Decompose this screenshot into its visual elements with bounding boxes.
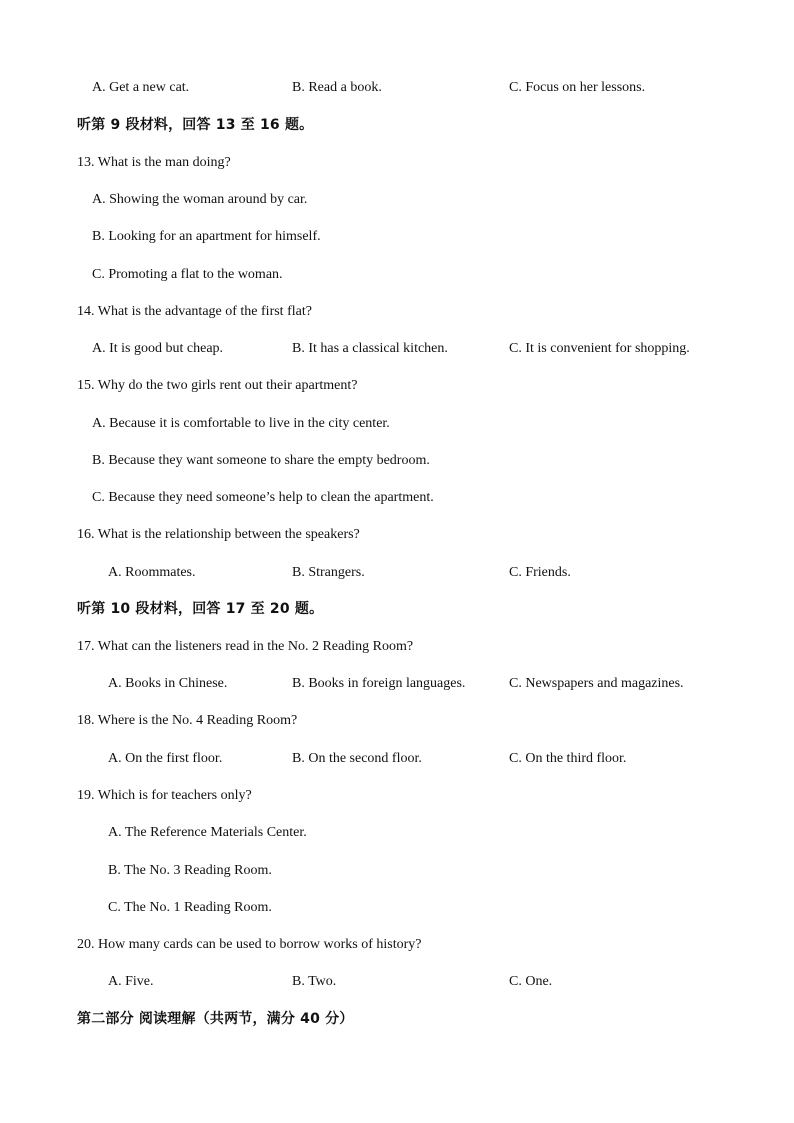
- section-9-heading: 听第 9 段材料，回答 13 至 16 题。: [77, 117, 314, 133]
- q18-option-c: C. On the third floor.: [509, 751, 627, 766]
- q12-option-a: A. Get a new cat.: [92, 80, 190, 95]
- q13-question: 13. What is the man doing?: [77, 155, 231, 170]
- q16-option-a: A. Roommates.: [108, 565, 196, 580]
- q14-question: 14. What is the advantage of the first flat?: [77, 304, 312, 319]
- section-10-heading: 听第 10 段材料，回答 17 至 20 题。: [77, 601, 324, 617]
- q13-option-b: B. Looking for an apartment for himself.: [92, 229, 321, 244]
- q15-option-a: A. Because it is comfortable to live in the city center.: [92, 416, 390, 431]
- q16-option-b: B. Strangers.: [292, 565, 365, 580]
- q14-option-a: A. It is good but cheap.: [92, 341, 224, 356]
- q19-question: 19. Which is for teachers only?: [77, 788, 252, 803]
- q13-option-c: C. Promoting a flat to the woman.: [92, 267, 283, 282]
- q17-option-b: B. Books in foreign languages.: [292, 676, 466, 691]
- q19-option-c: C. The No. 1 Reading Room.: [108, 900, 272, 915]
- q16-option-c: C. Friends.: [509, 565, 571, 580]
- q14-option-c: C. It is convenient for shopping.: [509, 341, 690, 356]
- q18-option-b: B. On the second floor.: [292, 751, 422, 766]
- part-2-heading: 第二部分 阅读理解（共两节，满分 40 分）: [77, 1011, 354, 1027]
- q18-question: 18. Where is the No. 4 Reading Room?: [77, 713, 298, 728]
- q20-option-c: C. One.: [509, 974, 553, 989]
- q15-question: 15. Why do the two girls rent out their apartment?: [77, 378, 358, 393]
- q18-option-a: A. On the first floor.: [108, 751, 223, 766]
- q19-option-b: B. The No. 3 Reading Room.: [108, 863, 272, 878]
- q14-option-b: B. It has a classical kitchen.: [292, 341, 448, 356]
- q20-option-b: B. Two.: [292, 974, 337, 989]
- q17-option-c: C. Newspapers and magazines.: [509, 676, 684, 691]
- q12-option-c: C. Focus on her lessons.: [509, 80, 646, 95]
- q15-option-b: B. Because they want someone to share the empty bedroom.: [92, 453, 430, 468]
- q13-option-a: A. Showing the woman around by car.: [92, 192, 308, 207]
- q17-option-a: A. Books in Chinese.: [108, 676, 228, 691]
- q19-option-a: A. The Reference Materials Center.: [108, 825, 307, 840]
- q17-question: 17. What can the listeners read in the No. 2 Reading Room?: [77, 639, 414, 654]
- q16-question: 16. What is the relationship between the speakers?: [77, 527, 360, 542]
- q12-option-b: B. Read a book.: [292, 80, 382, 95]
- q20-question: 20. How many cards can be used to borrow works of history?: [77, 937, 422, 952]
- q15-option-c: C. Because they need someone’s help to clean the apartment.: [92, 490, 434, 505]
- q20-option-a: A. Five.: [108, 974, 154, 989]
